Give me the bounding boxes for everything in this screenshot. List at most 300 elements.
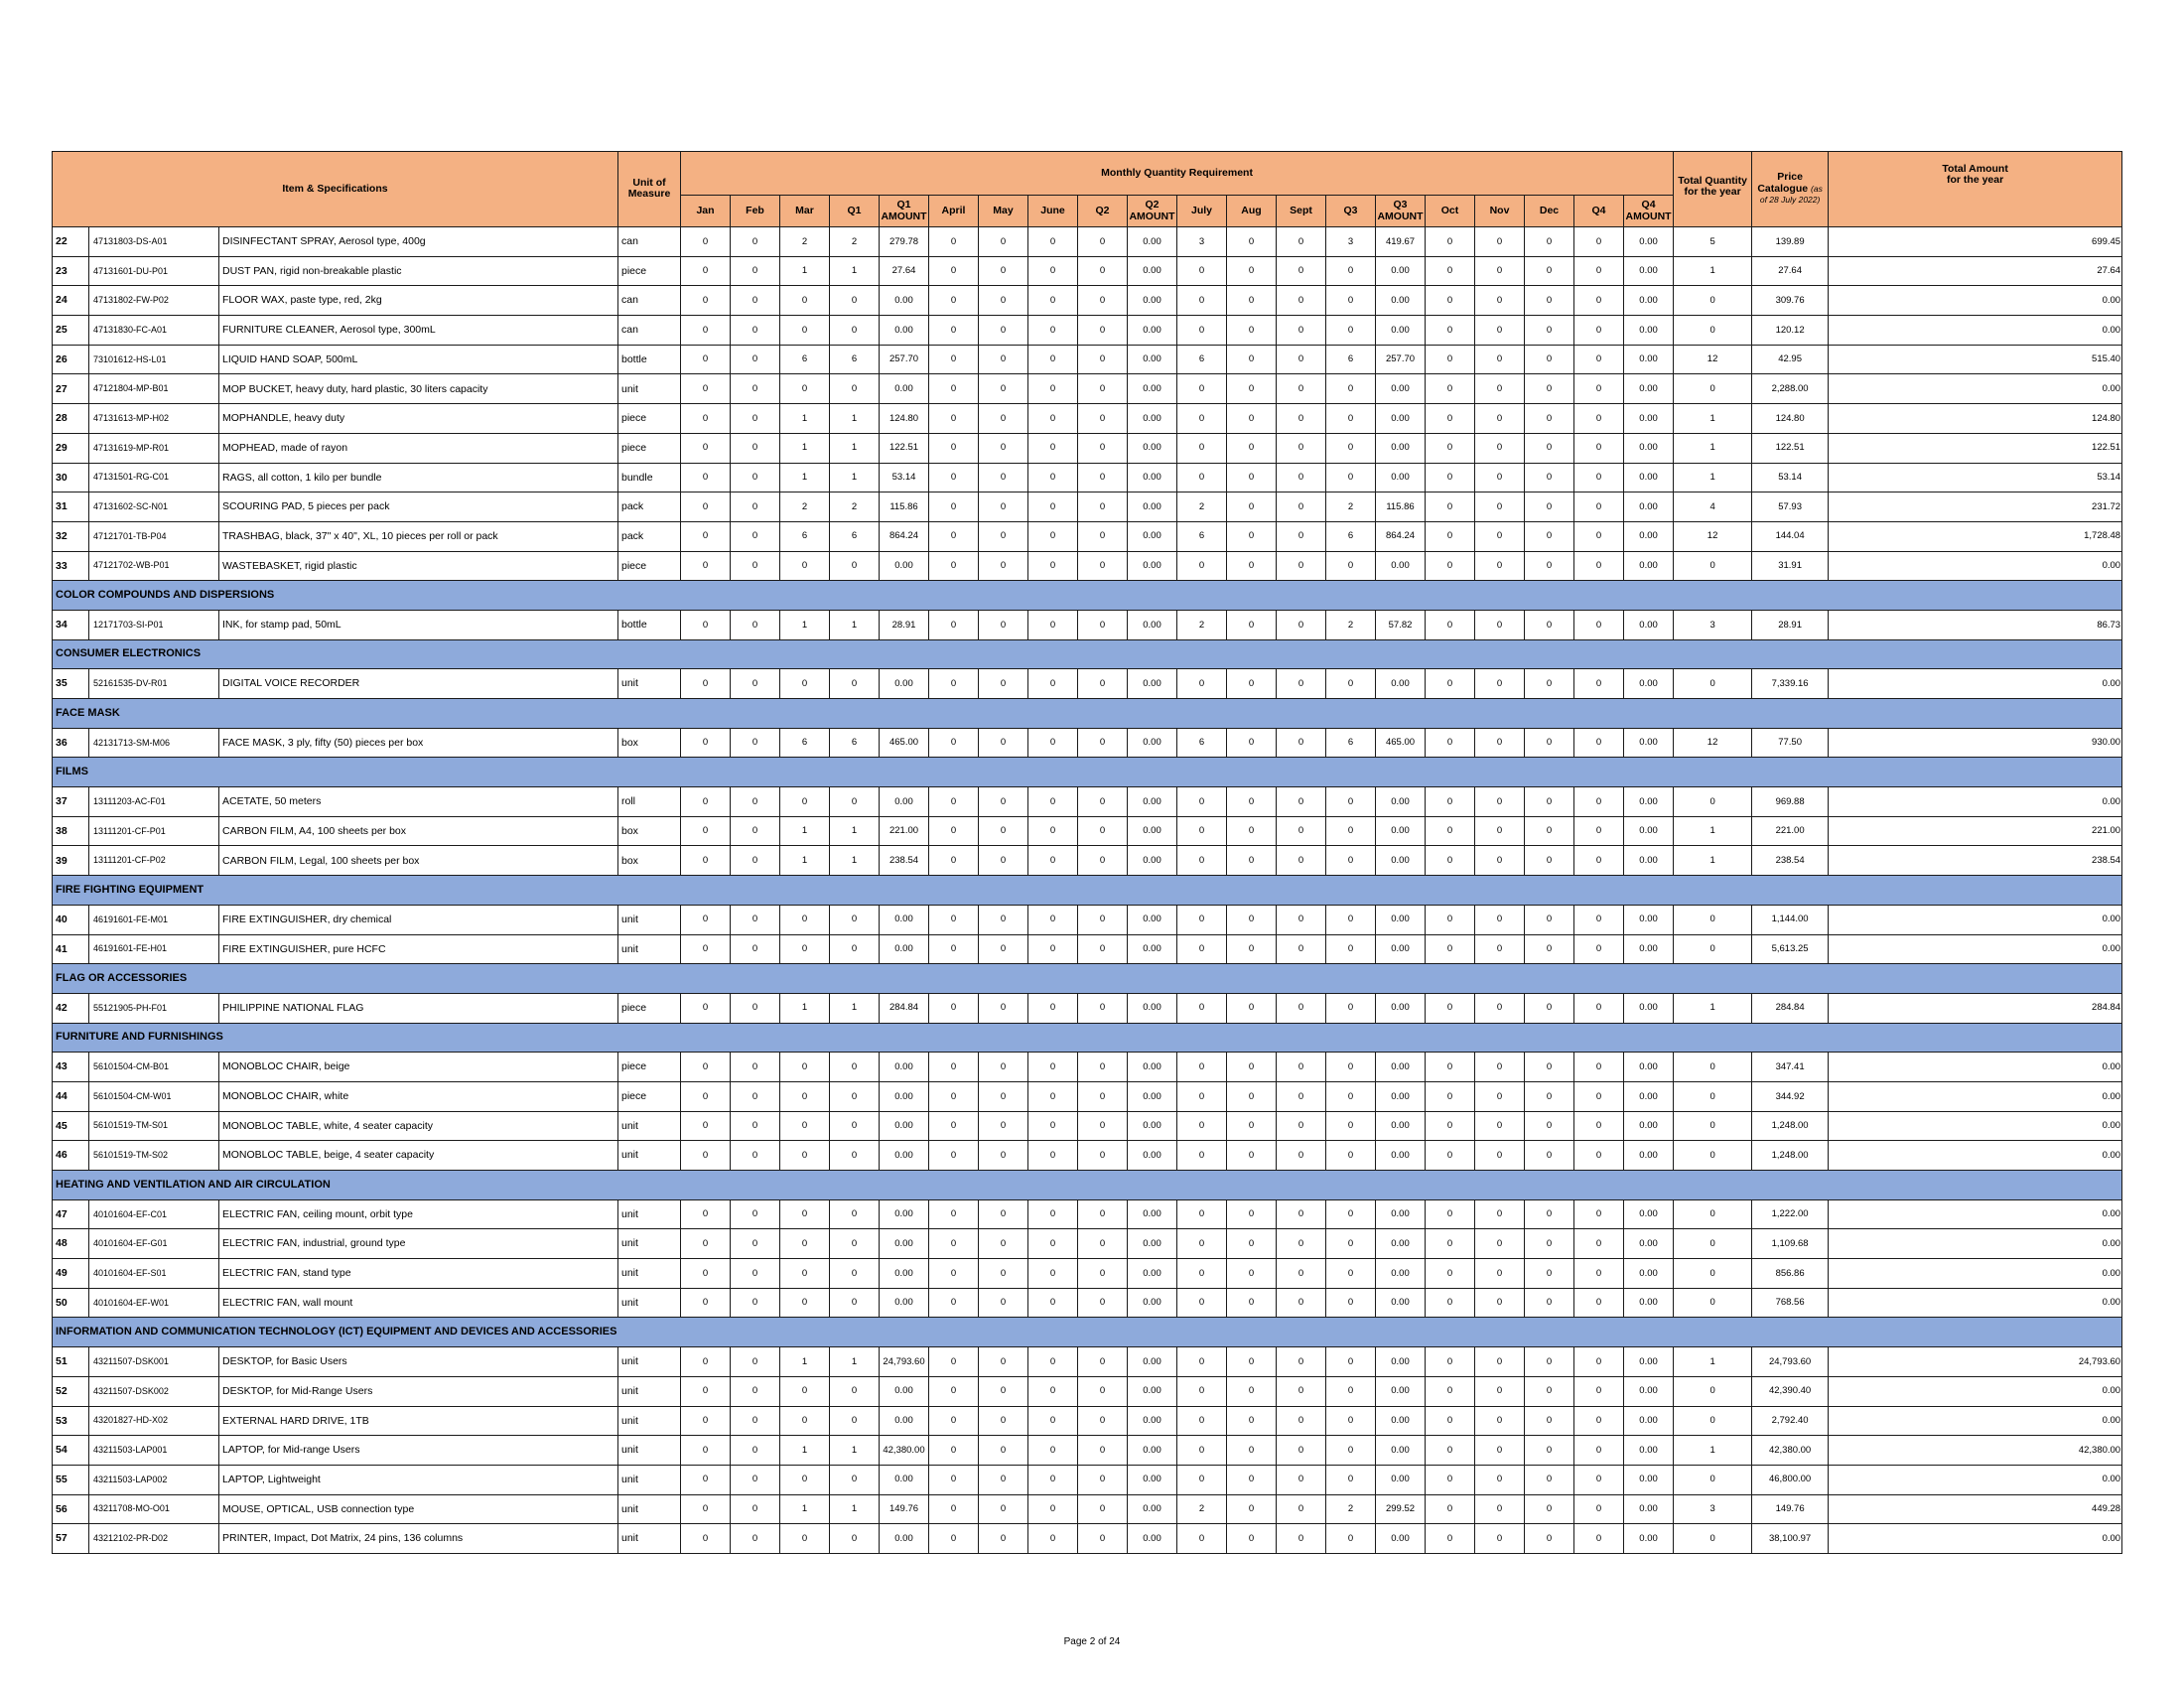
quantity-cell: 0.00 bbox=[1376, 1053, 1426, 1082]
month-header-5: April bbox=[929, 196, 979, 227]
quantity-cell: 0.00 bbox=[1376, 404, 1426, 434]
quantity-cell: 0 bbox=[681, 374, 731, 404]
quantity-cell: 0.00 bbox=[1128, 993, 1177, 1023]
quantity-cell: 0 bbox=[731, 1111, 780, 1141]
quantity-cell: 0 bbox=[1326, 1259, 1376, 1289]
quantity-cell: 0 bbox=[1028, 787, 1078, 817]
quantity-cell: 0 bbox=[1078, 256, 1128, 286]
item-number: 55 bbox=[53, 1465, 89, 1494]
quantity-cell: 0 bbox=[1227, 610, 1277, 639]
quantity-cell: 0 bbox=[1426, 256, 1475, 286]
quantity-cell: 0.00 bbox=[1376, 1465, 1426, 1494]
quantity-cell: 0 bbox=[929, 1465, 979, 1494]
quantity-cell: 0 bbox=[1028, 1111, 1078, 1141]
quantity-cell: 0 bbox=[1475, 1053, 1525, 1082]
quantity-cell: 0 bbox=[979, 1347, 1028, 1377]
quantity-cell: 0 bbox=[731, 463, 780, 492]
quantity-cell: 2 bbox=[830, 492, 880, 522]
quantity-cell: 0 bbox=[1426, 316, 1475, 346]
total-quantity-cell: 0 bbox=[1674, 1465, 1752, 1494]
quantity-cell: 0 bbox=[1177, 316, 1227, 346]
unit-of-measure: piece bbox=[618, 993, 681, 1023]
quantity-cell: 0 bbox=[731, 551, 780, 581]
quantity-cell: 0 bbox=[780, 1053, 830, 1082]
quantity-cell: 0 bbox=[731, 1436, 780, 1466]
quantity-cell: 0 bbox=[1078, 1436, 1128, 1466]
price-cell: 42.95 bbox=[1752, 345, 1829, 374]
quantity-cell: 0 bbox=[1028, 1229, 1078, 1259]
quantity-cell: 0 bbox=[1277, 1081, 1326, 1111]
quantity-cell: 0 bbox=[1574, 934, 1624, 964]
quantity-cell: 0 bbox=[979, 345, 1028, 374]
quantity-cell: 0 bbox=[681, 846, 731, 876]
quantity-cell: 0 bbox=[780, 1406, 830, 1436]
quantity-cell: 0.00 bbox=[1376, 1406, 1426, 1436]
quantity-cell: 0.00 bbox=[1376, 1111, 1426, 1141]
quantity-cell: 0 bbox=[731, 1347, 780, 1377]
category-label: FILMS bbox=[53, 758, 2122, 787]
quantity-cell: 0.00 bbox=[1376, 463, 1426, 492]
quantity-cell: 0 bbox=[1277, 1376, 1326, 1406]
unit-of-measure: can bbox=[618, 286, 681, 316]
item-code: 47131802-FW-P02 bbox=[89, 286, 219, 316]
quantity-cell: 1 bbox=[830, 404, 880, 434]
price-cell: 1,109.68 bbox=[1752, 1229, 1829, 1259]
quantity-cell: 0 bbox=[979, 433, 1028, 463]
item-code: 40101604-EF-S01 bbox=[89, 1259, 219, 1289]
month-header-3: Q1 bbox=[830, 196, 880, 227]
quantity-cell: 0 bbox=[731, 1465, 780, 1494]
item-code: 13111203-AC-F01 bbox=[89, 787, 219, 817]
quantity-cell: 0 bbox=[979, 404, 1028, 434]
quantity-cell: 0.00 bbox=[1624, 316, 1674, 346]
total-quantity-cell: 0 bbox=[1674, 316, 1752, 346]
quantity-cell: 0 bbox=[1574, 1494, 1624, 1524]
table-row bbox=[53, 1259, 2122, 1289]
month-header-14: Q3 AMOUNT bbox=[1376, 196, 1426, 227]
quantity-cell: 0 bbox=[979, 1259, 1028, 1289]
quantity-cell: 6 bbox=[780, 345, 830, 374]
quantity-cell: 0 bbox=[1475, 521, 1525, 551]
total-amount-cell: 0.00 bbox=[1829, 1053, 2122, 1082]
quantity-cell: 0 bbox=[1028, 463, 1078, 492]
quantity-cell: 0.00 bbox=[1624, 610, 1674, 639]
quantity-cell: 0 bbox=[1574, 227, 1624, 257]
item-description: DUST PAN, rigid non-breakable plastic bbox=[219, 256, 618, 286]
quantity-cell: 0.00 bbox=[1128, 404, 1177, 434]
quantity-cell: 0 bbox=[681, 345, 731, 374]
quantity-cell: 0 bbox=[1028, 1199, 1078, 1229]
item-number: 37 bbox=[53, 787, 89, 817]
quantity-cell: 0 bbox=[1177, 433, 1227, 463]
table-row bbox=[53, 787, 2122, 817]
total-quantity-cell: 0 bbox=[1674, 1199, 1752, 1229]
quantity-cell: 0 bbox=[1028, 551, 1078, 581]
quantity-cell: 0.00 bbox=[1624, 492, 1674, 522]
quantity-cell: 0.00 bbox=[1376, 1081, 1426, 1111]
category-label: FURNITURE AND FURNISHINGS bbox=[53, 1023, 2122, 1053]
month-header-6: May bbox=[979, 196, 1028, 227]
quantity-cell: 0.00 bbox=[880, 286, 929, 316]
quantity-cell: 0.00 bbox=[1128, 316, 1177, 346]
quantity-cell: 3 bbox=[1177, 227, 1227, 257]
table-row bbox=[53, 345, 2122, 374]
quantity-cell: 0 bbox=[830, 1081, 880, 1111]
quantity-cell: 0 bbox=[681, 1436, 731, 1466]
quantity-cell: 0 bbox=[1277, 846, 1326, 876]
price-cell: 238.54 bbox=[1752, 846, 1829, 876]
quantity-cell: 0 bbox=[979, 787, 1028, 817]
price-cell: 768.56 bbox=[1752, 1288, 1829, 1318]
quantity-cell: 0 bbox=[1078, 905, 1128, 934]
quantity-cell: 0 bbox=[1525, 492, 1574, 522]
quantity-cell: 0.00 bbox=[1128, 787, 1177, 817]
quantity-cell: 0 bbox=[1525, 404, 1574, 434]
item-code: 47131803-DS-A01 bbox=[89, 227, 219, 257]
quantity-cell: 0.00 bbox=[1376, 1288, 1426, 1318]
quantity-cell: 0 bbox=[830, 1376, 880, 1406]
quantity-cell: 0 bbox=[1078, 846, 1128, 876]
quantity-cell: 0 bbox=[1426, 1494, 1475, 1524]
item-number: 48 bbox=[53, 1229, 89, 1259]
total-amount-cell: 124.80 bbox=[1829, 404, 2122, 434]
total-quantity-cell: 3 bbox=[1674, 610, 1752, 639]
item-code: 47131501-RG-C01 bbox=[89, 463, 219, 492]
quantity-cell: 0 bbox=[1277, 256, 1326, 286]
quantity-cell: 0 bbox=[681, 728, 731, 758]
quantity-cell: 0 bbox=[1574, 1199, 1624, 1229]
quantity-cell: 0 bbox=[1426, 1199, 1475, 1229]
category-label: FIRE FIGHTING EQUIPMENT bbox=[53, 876, 2122, 906]
total-amount-cell: 0.00 bbox=[1829, 1111, 2122, 1141]
item-description: MOUSE, OPTICAL, USB connection type bbox=[219, 1494, 618, 1524]
quantity-cell: 0 bbox=[1227, 1259, 1277, 1289]
quantity-cell: 0.00 bbox=[1376, 846, 1426, 876]
quantity-cell: 0 bbox=[1475, 1229, 1525, 1259]
quantity-cell: 0 bbox=[1177, 1141, 1227, 1171]
unit-of-measure: unit bbox=[618, 905, 681, 934]
quantity-cell: 0 bbox=[830, 1465, 880, 1494]
quantity-cell: 0 bbox=[1475, 1199, 1525, 1229]
quantity-cell: 0 bbox=[731, 993, 780, 1023]
item-description: MONOBLOC TABLE, beige, 4 seater capacity bbox=[219, 1141, 618, 1171]
category-label: CONSUMER ELECTRONICS bbox=[53, 639, 2122, 669]
quantity-cell: 0 bbox=[929, 669, 979, 699]
quantity-cell: 0 bbox=[1227, 345, 1277, 374]
quantity-cell: 0 bbox=[1475, 669, 1525, 699]
quantity-cell: 0 bbox=[1028, 846, 1078, 876]
quantity-cell: 2 bbox=[780, 492, 830, 522]
quantity-cell: 0 bbox=[731, 256, 780, 286]
quantity-cell: 0 bbox=[731, 1524, 780, 1554]
quantity-cell: 0 bbox=[1227, 521, 1277, 551]
quantity-cell: 0 bbox=[929, 1494, 979, 1524]
month-header-15: Oct bbox=[1426, 196, 1475, 227]
quantity-cell: 0.00 bbox=[1128, 816, 1177, 846]
quantity-cell: 0 bbox=[1078, 934, 1128, 964]
quantity-cell: 0 bbox=[681, 433, 731, 463]
month-header-16: Nov bbox=[1475, 196, 1525, 227]
quantity-cell: 1 bbox=[780, 610, 830, 639]
total-quantity-cell: 0 bbox=[1674, 286, 1752, 316]
quantity-cell: 0 bbox=[1525, 816, 1574, 846]
total-amount-header: Total Amount for the year bbox=[1829, 152, 2122, 227]
item-number: 35 bbox=[53, 669, 89, 699]
quantity-cell: 0.00 bbox=[1624, 728, 1674, 758]
table-row bbox=[53, 1081, 2122, 1111]
quantity-cell: 0 bbox=[1426, 286, 1475, 316]
total-quantity-cell: 0 bbox=[1674, 1524, 1752, 1554]
category-row bbox=[53, 758, 2122, 787]
quantity-cell: 0.00 bbox=[1376, 316, 1426, 346]
quantity-cell: 0 bbox=[1277, 1229, 1326, 1259]
quantity-cell: 0 bbox=[681, 1524, 731, 1554]
quantity-cell: 6 bbox=[1326, 345, 1376, 374]
quantity-cell: 0 bbox=[731, 905, 780, 934]
quantity-cell: 0 bbox=[1227, 404, 1277, 434]
item-code: 47131830-FC-A01 bbox=[89, 316, 219, 346]
quantity-cell: 0 bbox=[1525, 1465, 1574, 1494]
table-row bbox=[53, 551, 2122, 581]
total-quantity-cell: 0 bbox=[1674, 787, 1752, 817]
item-code: 40101604-EF-W01 bbox=[89, 1288, 219, 1318]
total-quantity-cell: 0 bbox=[1674, 1406, 1752, 1436]
quantity-cell: 0 bbox=[830, 551, 880, 581]
quantity-cell: 0 bbox=[1227, 1229, 1277, 1259]
price-cell: 42,390.40 bbox=[1752, 1376, 1829, 1406]
quantity-cell: 0 bbox=[979, 316, 1028, 346]
price-cell: 5,613.25 bbox=[1752, 934, 1829, 964]
quantity-cell: 0 bbox=[731, 316, 780, 346]
quantity-cell: 0 bbox=[1525, 256, 1574, 286]
price-cell: 28.91 bbox=[1752, 610, 1829, 639]
quantity-cell: 0 bbox=[1227, 1465, 1277, 1494]
quantity-cell: 0 bbox=[1525, 846, 1574, 876]
quantity-cell: 1 bbox=[830, 816, 880, 846]
quantity-cell: 0 bbox=[1475, 905, 1525, 934]
quantity-cell: 0 bbox=[929, 1376, 979, 1406]
quantity-cell: 1 bbox=[830, 846, 880, 876]
total-amount-cell: 86.73 bbox=[1829, 610, 2122, 639]
quantity-cell: 0 bbox=[1277, 934, 1326, 964]
total-amount-cell: 0.00 bbox=[1829, 905, 2122, 934]
item-description: TRASHBAG, black, 37" x 40", XL, 10 pieces per roll or pack bbox=[219, 521, 618, 551]
quantity-cell: 0 bbox=[929, 934, 979, 964]
quantity-cell: 1 bbox=[780, 846, 830, 876]
quantity-cell: 0.00 bbox=[1624, 1376, 1674, 1406]
unit-header: Unit of Measure bbox=[618, 152, 681, 227]
quantity-cell: 0 bbox=[681, 227, 731, 257]
item-number: 49 bbox=[53, 1259, 89, 1289]
total-quantity-cell: 0 bbox=[1674, 1081, 1752, 1111]
category-row bbox=[53, 581, 2122, 611]
quantity-cell: 2 bbox=[1326, 1494, 1376, 1524]
quantity-cell: 0.00 bbox=[1624, 1111, 1674, 1141]
quantity-cell: 0 bbox=[780, 787, 830, 817]
quantity-cell: 0 bbox=[731, 286, 780, 316]
quantity-cell: 465.00 bbox=[880, 728, 929, 758]
quantity-cell: 0 bbox=[1574, 316, 1624, 346]
quantity-cell: 0 bbox=[1426, 905, 1475, 934]
quantity-cell: 0 bbox=[1227, 433, 1277, 463]
quantity-cell: 0 bbox=[1475, 993, 1525, 1023]
total-amount-cell: 231.72 bbox=[1829, 492, 2122, 522]
item-description: MONOBLOC CHAIR, beige bbox=[219, 1053, 618, 1082]
quantity-cell: 0.00 bbox=[1128, 1199, 1177, 1229]
item-number: 53 bbox=[53, 1406, 89, 1436]
quantity-cell: 0 bbox=[979, 551, 1028, 581]
quantity-cell: 0 bbox=[1277, 1288, 1326, 1318]
quantity-cell: 0 bbox=[979, 905, 1028, 934]
quantity-cell: 0.00 bbox=[1376, 1229, 1426, 1259]
quantity-cell: 0 bbox=[681, 610, 731, 639]
quantity-cell: 0.00 bbox=[1128, 934, 1177, 964]
quantity-cell: 0 bbox=[1227, 934, 1277, 964]
quantity-cell: 0 bbox=[1426, 1436, 1475, 1466]
quantity-cell: 0 bbox=[1028, 492, 1078, 522]
unit-of-measure: piece bbox=[618, 404, 681, 434]
quantity-cell: 0.00 bbox=[1128, 256, 1177, 286]
quantity-cell: 0 bbox=[1326, 787, 1376, 817]
item-description: EXTERNAL HARD DRIVE, 1TB bbox=[219, 1406, 618, 1436]
quantity-cell: 0 bbox=[1475, 256, 1525, 286]
unit-of-measure: piece bbox=[618, 1053, 681, 1082]
table-row bbox=[53, 1347, 2122, 1377]
quantity-cell: 0.00 bbox=[1128, 1141, 1177, 1171]
item-code: 40101604-EF-C01 bbox=[89, 1199, 219, 1229]
quantity-cell: 0 bbox=[731, 1053, 780, 1082]
month-header-8: Q2 bbox=[1078, 196, 1128, 227]
quantity-cell: 2 bbox=[830, 227, 880, 257]
quantity-cell: 0 bbox=[1525, 286, 1574, 316]
quantity-cell: 0.00 bbox=[1624, 286, 1674, 316]
quantity-cell: 0 bbox=[1078, 1347, 1128, 1377]
quantity-cell: 0 bbox=[1177, 934, 1227, 964]
quantity-cell: 0 bbox=[780, 1465, 830, 1494]
quantity-cell: 0 bbox=[1326, 463, 1376, 492]
item-description: MOPHEAD, made of rayon bbox=[219, 433, 618, 463]
quantity-cell: 0 bbox=[1574, 286, 1624, 316]
quantity-cell: 0.00 bbox=[880, 551, 929, 581]
quantity-cell: 0 bbox=[1326, 1111, 1376, 1141]
quantity-cell: 0 bbox=[1326, 551, 1376, 581]
unit-of-measure: unit bbox=[618, 1436, 681, 1466]
quantity-cell: 0 bbox=[1028, 1436, 1078, 1466]
price-catalogue-header: Price Catalogue (as of 28 July 2022) bbox=[1752, 152, 1829, 227]
quantity-cell: 0 bbox=[1426, 728, 1475, 758]
quantity-cell: 0 bbox=[979, 1465, 1028, 1494]
quantity-cell: 0 bbox=[1525, 1494, 1574, 1524]
quantity-cell: 0 bbox=[1078, 669, 1128, 699]
unit-of-measure: unit bbox=[618, 1465, 681, 1494]
quantity-cell: 0 bbox=[1177, 1259, 1227, 1289]
quantity-cell: 0 bbox=[731, 1288, 780, 1318]
quantity-cell: 0 bbox=[1078, 345, 1128, 374]
item-number: 57 bbox=[53, 1524, 89, 1554]
item-number: 27 bbox=[53, 374, 89, 404]
table-row bbox=[53, 256, 2122, 286]
quantity-cell: 0 bbox=[780, 1229, 830, 1259]
quantity-cell: 0 bbox=[830, 316, 880, 346]
quantity-cell: 0 bbox=[1426, 521, 1475, 551]
quantity-cell: 0.00 bbox=[1624, 1288, 1674, 1318]
quantity-cell: 864.24 bbox=[880, 521, 929, 551]
total-amount-cell: 42,380.00 bbox=[1829, 1436, 2122, 1466]
quantity-cell: 238.54 bbox=[880, 846, 929, 876]
quantity-cell: 0 bbox=[780, 1141, 830, 1171]
total-amount-cell: 53.14 bbox=[1829, 463, 2122, 492]
quantity-cell: 0 bbox=[1227, 728, 1277, 758]
quantity-cell: 0 bbox=[681, 1053, 731, 1082]
quantity-cell: 0 bbox=[929, 1436, 979, 1466]
quantity-cell: 0 bbox=[731, 1259, 780, 1289]
quantity-cell: 0 bbox=[1574, 905, 1624, 934]
item-code: 56101504-CM-B01 bbox=[89, 1053, 219, 1082]
quantity-cell: 0 bbox=[1326, 256, 1376, 286]
quantity-cell: 0.00 bbox=[880, 1229, 929, 1259]
quantity-cell: 0 bbox=[929, 905, 979, 934]
price-cell: 856.86 bbox=[1752, 1259, 1829, 1289]
quantity-cell: 0.00 bbox=[1624, 404, 1674, 434]
item-code: 52161535-DV-R01 bbox=[89, 669, 219, 699]
quantity-cell: 0 bbox=[681, 256, 731, 286]
unit-of-measure: unit bbox=[618, 1376, 681, 1406]
quantity-cell: 0 bbox=[1078, 227, 1128, 257]
total-amount-cell: 221.00 bbox=[1829, 816, 2122, 846]
price-cell: 1,222.00 bbox=[1752, 1199, 1829, 1229]
quantity-cell: 6 bbox=[830, 728, 880, 758]
quantity-cell: 0 bbox=[1426, 610, 1475, 639]
quantity-cell: 1 bbox=[830, 433, 880, 463]
quantity-cell: 221.00 bbox=[880, 816, 929, 846]
quantity-cell: 6 bbox=[1177, 728, 1227, 758]
quantity-cell: 0 bbox=[1426, 1406, 1475, 1436]
quantity-cell: 0 bbox=[1277, 1494, 1326, 1524]
procurement-table bbox=[52, 151, 2122, 1554]
quantity-cell: 124.80 bbox=[880, 404, 929, 434]
table-row bbox=[53, 1406, 2122, 1436]
quantity-cell: 0 bbox=[1227, 846, 1277, 876]
total-quantity-cell: 0 bbox=[1674, 1111, 1752, 1141]
quantity-cell: 0.00 bbox=[1376, 816, 1426, 846]
quantity-cell: 0 bbox=[681, 1347, 731, 1377]
quantity-cell: 0 bbox=[1227, 227, 1277, 257]
quantity-cell: 2 bbox=[780, 227, 830, 257]
quantity-cell: 0 bbox=[929, 1347, 979, 1377]
quantity-cell: 0 bbox=[1177, 404, 1227, 434]
quantity-cell: 0.00 bbox=[1624, 374, 1674, 404]
quantity-cell: 0.00 bbox=[1624, 993, 1674, 1023]
quantity-cell: 0 bbox=[1574, 1081, 1624, 1111]
quantity-cell: 0 bbox=[1227, 1288, 1277, 1318]
table-row bbox=[53, 492, 2122, 522]
quantity-cell: 6 bbox=[830, 345, 880, 374]
quantity-cell: 0 bbox=[1426, 1053, 1475, 1082]
quantity-cell: 0 bbox=[1078, 463, 1128, 492]
total-quantity-cell: 0 bbox=[1674, 1229, 1752, 1259]
quantity-cell: 0.00 bbox=[1624, 1406, 1674, 1436]
quantity-cell: 0 bbox=[1227, 1053, 1277, 1082]
unit-of-measure: pack bbox=[618, 492, 681, 522]
quantity-cell: 6 bbox=[1177, 345, 1227, 374]
quantity-cell: 0.00 bbox=[1376, 934, 1426, 964]
quantity-cell: 0 bbox=[1227, 551, 1277, 581]
quantity-cell: 0.00 bbox=[1624, 1259, 1674, 1289]
quantity-cell: 0 bbox=[681, 1465, 731, 1494]
quantity-cell: 0 bbox=[979, 1199, 1028, 1229]
quantity-cell: 0 bbox=[929, 492, 979, 522]
quantity-cell: 0 bbox=[1277, 463, 1326, 492]
